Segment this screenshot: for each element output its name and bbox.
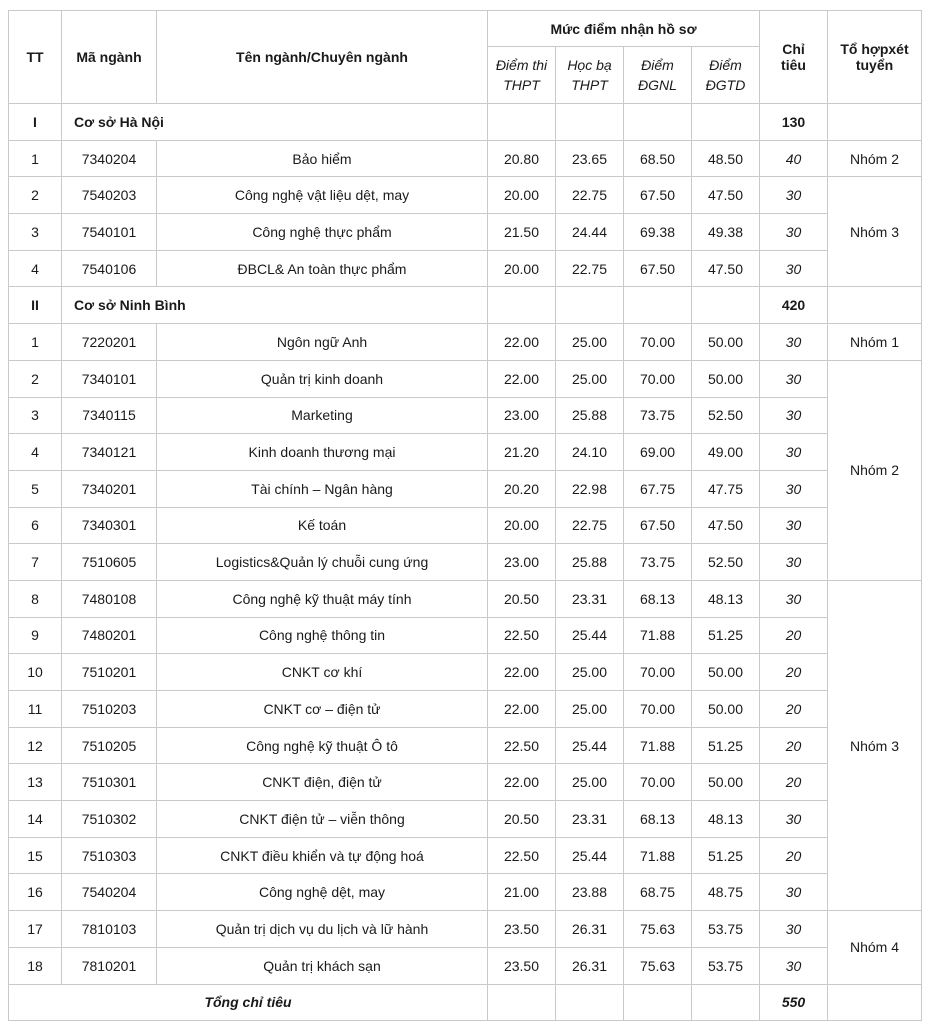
row-score-hocba: 23.65 — [556, 140, 624, 177]
row-name: CNKT điện tử – viễn thông — [157, 801, 488, 838]
combo-group: Nhóm 3 — [828, 177, 922, 287]
combo-group: Nhóm 4 — [828, 911, 922, 984]
row-code: 7480108 — [62, 580, 157, 617]
row-name: CNKT cơ khí — [157, 654, 488, 691]
row-score-thpt: 21.00 — [488, 874, 556, 911]
row-tt: 4 — [9, 434, 62, 471]
table-row — [9, 801, 922, 838]
table-row — [9, 250, 922, 287]
table-row — [9, 837, 922, 874]
table-row — [9, 654, 922, 691]
section-title: Cơ sở Hà Nội — [62, 104, 488, 141]
row-score-dgnl: 68.50 — [624, 140, 692, 177]
row-score-hocba: 22.75 — [556, 250, 624, 287]
row-score-dgnl: 67.50 — [624, 250, 692, 287]
row-score-hocba: 24.10 — [556, 434, 624, 471]
row-tt: 2 — [9, 360, 62, 397]
row-score-thpt: 22.50 — [488, 727, 556, 764]
row-score-hocba: 25.00 — [556, 691, 624, 728]
row-score-dgnl: 70.00 — [624, 360, 692, 397]
table-body — [9, 104, 922, 985]
table-row — [9, 947, 922, 984]
section-empty-cell — [488, 104, 556, 141]
row-code: 7540106 — [62, 250, 157, 287]
row-score-dgnl: 70.00 — [624, 654, 692, 691]
row-score-thpt: 22.00 — [488, 360, 556, 397]
row-score-hocba: 26.31 — [556, 911, 624, 948]
row-code: 7480201 — [62, 617, 157, 654]
header-code: Mã ngành — [62, 11, 157, 104]
total-empty-cell — [488, 984, 556, 1020]
row-score-thpt: 20.50 — [488, 580, 556, 617]
combo-group: Nhóm 2 — [828, 360, 922, 580]
row-quota: 20 — [760, 691, 828, 728]
row-quota: 30 — [760, 397, 828, 434]
section-quota: 130 — [760, 104, 828, 141]
row-code: 7510205 — [62, 727, 157, 764]
row-score-dgnl: 67.75 — [624, 470, 692, 507]
row-code: 7340201 — [62, 470, 157, 507]
row-score-dgtd: 50.00 — [692, 691, 760, 728]
row-score-dgtd: 50.00 — [692, 764, 760, 801]
row-code: 7340121 — [62, 434, 157, 471]
section-row — [9, 287, 922, 324]
row-code: 7810103 — [62, 911, 157, 948]
section-empty-cell — [692, 287, 760, 324]
row-score-dgtd: 50.00 — [692, 360, 760, 397]
row-score-hocba: 25.00 — [556, 324, 624, 361]
row-score-thpt: 22.00 — [488, 764, 556, 801]
row-name: Logistics&Quản lý chuỗi cung ứng — [157, 544, 488, 581]
header-hocba: Học bạ THPT — [556, 47, 624, 104]
row-tt: 2 — [9, 177, 62, 214]
row-score-dgtd: 48.13 — [692, 801, 760, 838]
table-row — [9, 470, 922, 507]
row-quota: 30 — [760, 177, 828, 214]
row-code: 7340301 — [62, 507, 157, 544]
header-combo: Tổ hợpxét tuyển — [828, 11, 922, 104]
row-quota: 30 — [760, 911, 828, 948]
table-row — [9, 214, 922, 251]
row-name: CNKT điều khiển và tự động hoá — [157, 837, 488, 874]
table-row — [9, 140, 922, 177]
row-score-dgtd: 53.75 — [692, 911, 760, 948]
row-score-dgtd: 53.75 — [692, 947, 760, 984]
row-quota: 30 — [760, 507, 828, 544]
section-empty-cell — [624, 287, 692, 324]
row-tt: 14 — [9, 801, 62, 838]
table-row — [9, 544, 922, 581]
row-name: Công nghệ vật liệu dệt, may — [157, 177, 488, 214]
table-row — [9, 397, 922, 434]
row-score-dgnl: 68.13 — [624, 801, 692, 838]
section-empty-cell — [488, 287, 556, 324]
row-quota: 20 — [760, 654, 828, 691]
row-name: Công nghệ dệt, may — [157, 874, 488, 911]
row-score-thpt: 22.00 — [488, 654, 556, 691]
combo-group: Nhóm 3 — [828, 580, 922, 910]
row-tt: 13 — [9, 764, 62, 801]
row-score-dgnl: 70.00 — [624, 324, 692, 361]
row-code: 7510201 — [62, 654, 157, 691]
row-quota: 20 — [760, 837, 828, 874]
header-tt: TT — [9, 11, 62, 104]
row-score-dgnl: 73.75 — [624, 397, 692, 434]
row-score-hocba: 25.00 — [556, 360, 624, 397]
row-score-hocba: 22.75 — [556, 177, 624, 214]
row-score-dgtd: 52.50 — [692, 397, 760, 434]
section-empty-cell — [556, 287, 624, 324]
total-value: 550 — [760, 984, 828, 1020]
row-tt: 4 — [9, 250, 62, 287]
row-score-dgnl: 67.50 — [624, 177, 692, 214]
row-code: 7510301 — [62, 764, 157, 801]
table-row — [9, 177, 922, 214]
section-empty-cell — [556, 104, 624, 141]
row-score-hocba: 25.88 — [556, 544, 624, 581]
row-score-hocba: 23.31 — [556, 801, 624, 838]
row-score-dgnl: 71.88 — [624, 617, 692, 654]
row-tt: 7 — [9, 544, 62, 581]
row-score-dgnl: 70.00 — [624, 764, 692, 801]
row-score-dgnl: 69.00 — [624, 434, 692, 471]
row-code: 7540204 — [62, 874, 157, 911]
row-code: 7810201 — [62, 947, 157, 984]
row-score-thpt: 20.50 — [488, 801, 556, 838]
row-score-thpt: 22.50 — [488, 837, 556, 874]
row-score-dgnl: 68.13 — [624, 580, 692, 617]
row-name: Công nghệ thông tin — [157, 617, 488, 654]
row-score-dgnl: 75.63 — [624, 947, 692, 984]
row-score-dgnl: 75.63 — [624, 911, 692, 948]
row-score-hocba: 25.44 — [556, 617, 624, 654]
row-score-dgtd: 51.25 — [692, 727, 760, 764]
row-score-dgnl: 68.75 — [624, 874, 692, 911]
row-score-thpt: 23.00 — [488, 544, 556, 581]
table-row — [9, 360, 922, 397]
row-tt: 3 — [9, 214, 62, 251]
table-row — [9, 691, 922, 728]
row-score-thpt: 22.00 — [488, 324, 556, 361]
header-name: Tên ngành/Chuyên ngành — [157, 11, 488, 104]
row-quota: 30 — [760, 360, 828, 397]
row-quota: 30 — [760, 874, 828, 911]
row-score-thpt: 20.80 — [488, 140, 556, 177]
row-name: Công nghệ thực phẩm — [157, 214, 488, 251]
row-score-thpt: 20.00 — [488, 250, 556, 287]
table-row — [9, 617, 922, 654]
row-score-dgtd: 47.50 — [692, 250, 760, 287]
row-score-hocba: 23.31 — [556, 580, 624, 617]
section-index: II — [9, 287, 62, 324]
row-tt: 1 — [9, 324, 62, 361]
section-index: I — [9, 104, 62, 141]
row-tt: 15 — [9, 837, 62, 874]
section-empty-cell — [828, 104, 922, 141]
row-code: 7340115 — [62, 397, 157, 434]
row-score-hocba: 26.31 — [556, 947, 624, 984]
row-quota: 30 — [760, 544, 828, 581]
row-score-hocba: 25.00 — [556, 764, 624, 801]
row-quota: 30 — [760, 801, 828, 838]
row-score-dgnl: 70.00 — [624, 691, 692, 728]
row-score-hocba: 22.75 — [556, 507, 624, 544]
row-score-hocba: 22.98 — [556, 470, 624, 507]
header-thpt: Điểm thi THPT — [488, 47, 556, 104]
row-score-thpt: 23.00 — [488, 397, 556, 434]
row-tt: 12 — [9, 727, 62, 764]
row-score-thpt: 22.50 — [488, 617, 556, 654]
row-tt: 1 — [9, 140, 62, 177]
row-code: 7340204 — [62, 140, 157, 177]
row-score-dgtd: 51.25 — [692, 837, 760, 874]
row-code: 7510203 — [62, 691, 157, 728]
row-code: 7220201 — [62, 324, 157, 361]
row-score-dgtd: 48.13 — [692, 580, 760, 617]
header-row-1 — [9, 11, 922, 47]
row-quota: 30 — [760, 214, 828, 251]
section-empty-cell — [692, 104, 760, 141]
row-tt: 8 — [9, 580, 62, 617]
row-score-hocba: 24.44 — [556, 214, 624, 251]
row-quota: 20 — [760, 764, 828, 801]
row-score-dgtd: 49.38 — [692, 214, 760, 251]
row-quota: 30 — [760, 947, 828, 984]
header-dgtd: Điểm ĐGTD — [692, 47, 760, 104]
row-code: 7510605 — [62, 544, 157, 581]
row-tt: 10 — [9, 654, 62, 691]
row-score-thpt: 21.20 — [488, 434, 556, 471]
row-quota: 20 — [760, 617, 828, 654]
row-score-thpt: 20.20 — [488, 470, 556, 507]
row-code: 7510302 — [62, 801, 157, 838]
row-code: 7540203 — [62, 177, 157, 214]
combo-group: Nhóm 2 — [828, 140, 922, 177]
combo-group: Nhóm 1 — [828, 324, 922, 361]
section-row — [9, 104, 922, 141]
row-code: 7340101 — [62, 360, 157, 397]
row-score-hocba: 25.88 — [556, 397, 624, 434]
row-score-dgnl: 71.88 — [624, 727, 692, 764]
header-quota: Chỉ tiêu — [760, 11, 828, 104]
row-quota: 30 — [760, 580, 828, 617]
row-score-dgnl: 73.75 — [624, 544, 692, 581]
section-title: Cơ sở Ninh Bình — [62, 287, 488, 324]
table-row — [9, 874, 922, 911]
row-name: Quản trị dịch vụ du lịch và lữ hành — [157, 911, 488, 948]
row-score-hocba: 23.88 — [556, 874, 624, 911]
total-empty-cell — [556, 984, 624, 1020]
row-quota: 30 — [760, 250, 828, 287]
row-code: 7510303 — [62, 837, 157, 874]
row-name: Marketing — [157, 397, 488, 434]
row-tt: 6 — [9, 507, 62, 544]
total-empty-cell — [828, 984, 922, 1020]
row-score-dgtd: 47.50 — [692, 177, 760, 214]
row-code: 7540101 — [62, 214, 157, 251]
row-tt: 18 — [9, 947, 62, 984]
row-quota: 20 — [760, 727, 828, 764]
row-name: CNKT cơ – điện tử — [157, 691, 488, 728]
row-name: Kế toán — [157, 507, 488, 544]
admission-score-table — [8, 10, 922, 1021]
total-label: Tổng chỉ tiêu — [9, 984, 488, 1020]
row-score-dgtd: 50.00 — [692, 654, 760, 691]
row-score-thpt: 20.00 — [488, 507, 556, 544]
row-score-thpt: 22.00 — [488, 691, 556, 728]
row-name: Ngôn ngữ Anh — [157, 324, 488, 361]
row-score-dgtd: 48.50 — [692, 140, 760, 177]
row-score-dgnl: 69.38 — [624, 214, 692, 251]
row-score-dgnl: 71.88 — [624, 837, 692, 874]
table-row — [9, 727, 922, 764]
row-tt: 3 — [9, 397, 62, 434]
row-name: Quản trị kinh doanh — [157, 360, 488, 397]
row-score-dgnl: 67.50 — [624, 507, 692, 544]
row-quota: 30 — [760, 324, 828, 361]
row-score-dgtd: 50.00 — [692, 324, 760, 361]
row-score-thpt: 23.50 — [488, 947, 556, 984]
row-name: Công nghệ kỹ thuật Ô tô — [157, 727, 488, 764]
row-tt: 16 — [9, 874, 62, 911]
header-score-group: Mức điểm nhận hồ sơ — [488, 11, 760, 47]
row-name: Quản trị khách sạn — [157, 947, 488, 984]
row-score-dgtd: 49.00 — [692, 434, 760, 471]
row-score-dgtd: 48.75 — [692, 874, 760, 911]
table-row — [9, 911, 922, 948]
table-row — [9, 764, 922, 801]
section-empty-cell — [828, 287, 922, 324]
total-row — [9, 984, 922, 1020]
admission-table-container — [8, 10, 922, 1021]
row-score-thpt: 21.50 — [488, 214, 556, 251]
row-name: CNKT điện, điện tử — [157, 764, 488, 801]
row-name: ĐBCL& An toàn thực phẩm — [157, 250, 488, 287]
row-score-dgtd: 51.25 — [692, 617, 760, 654]
section-quota: 420 — [760, 287, 828, 324]
table-row — [9, 580, 922, 617]
row-score-thpt: 20.00 — [488, 177, 556, 214]
row-score-hocba: 25.00 — [556, 654, 624, 691]
section-empty-cell — [624, 104, 692, 141]
total-empty-cell — [692, 984, 760, 1020]
row-quota: 40 — [760, 140, 828, 177]
row-tt: 17 — [9, 911, 62, 948]
table-row — [9, 324, 922, 361]
row-name: Công nghệ kỹ thuật máy tính — [157, 580, 488, 617]
row-score-hocba: 25.44 — [556, 837, 624, 874]
row-name: Bảo hiểm — [157, 140, 488, 177]
table-row — [9, 507, 922, 544]
row-score-dgtd: 52.50 — [692, 544, 760, 581]
row-tt: 5 — [9, 470, 62, 507]
row-score-dgtd: 47.75 — [692, 470, 760, 507]
row-tt: 9 — [9, 617, 62, 654]
row-score-dgtd: 47.50 — [692, 507, 760, 544]
row-name: Tài chính – Ngân hàng — [157, 470, 488, 507]
row-tt: 11 — [9, 691, 62, 728]
header-dgnl: Điểm ĐGNL — [624, 47, 692, 104]
total-empty-cell — [624, 984, 692, 1020]
row-score-hocba: 25.44 — [556, 727, 624, 764]
row-score-thpt: 23.50 — [488, 911, 556, 948]
row-quota: 30 — [760, 434, 828, 471]
row-name: Kinh doanh thương mại — [157, 434, 488, 471]
row-quota: 30 — [760, 470, 828, 507]
table-row — [9, 434, 922, 471]
